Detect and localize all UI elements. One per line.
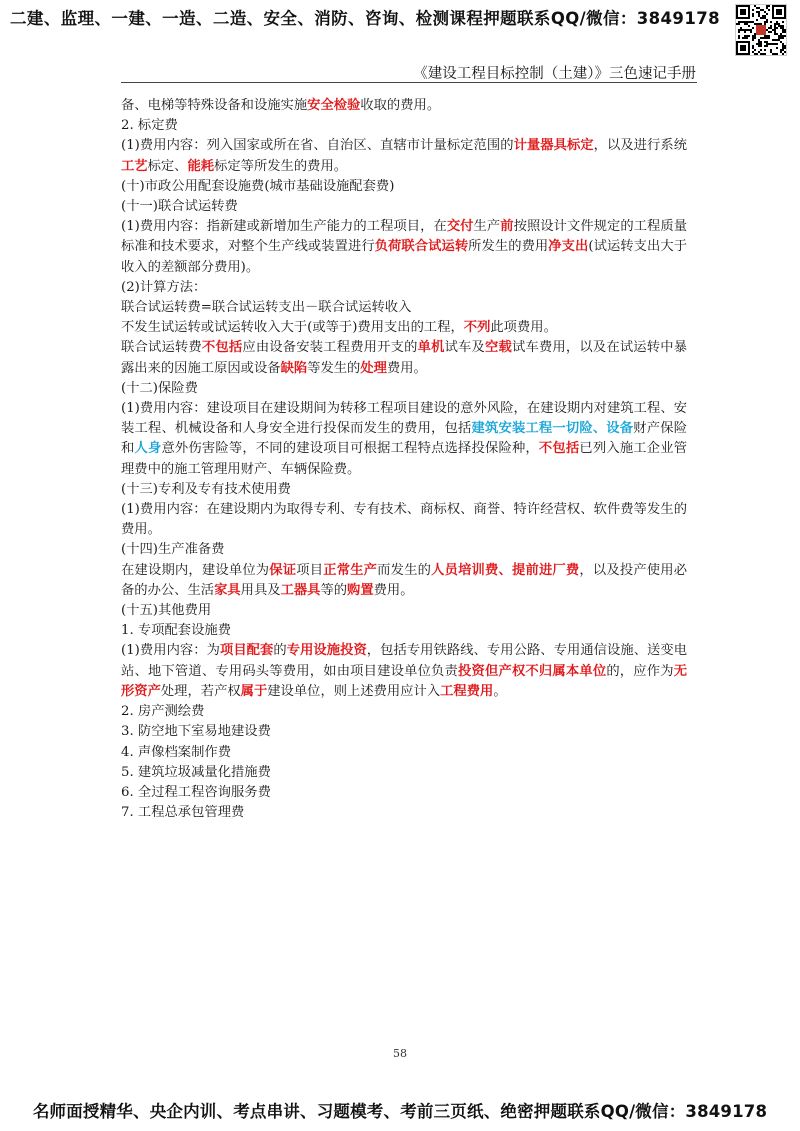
highlight-text: 投资但产权不归属本单位 [458, 663, 607, 679]
paragraph [121, 601, 687, 621]
paragraph [121, 480, 687, 500]
highlight-text: 不列 [463, 320, 491, 336]
paragraph [121, 783, 687, 803]
body-text: 的 [273, 643, 287, 659]
body-text: (1)费用内容：建设项目在建设期间为转移工程项目建设的意外风险，在建设期内对建筑工程、安装工程、机械设备和人身安全进行投保而发生的费用，包括 [121, 401, 687, 437]
body-text: 3. 防空地下室易地建设费 [121, 724, 271, 740]
body-text: 已列入施工企业管理费中的施工管理用财产、车辆保险费。 [121, 441, 688, 477]
paragraph [121, 722, 687, 742]
body-text: 所发生的费用 [468, 239, 549, 255]
body-text: (1)费用内容：为 [121, 643, 220, 659]
highlight-text: 负荷联合试运转 [374, 239, 469, 255]
document-title: 《建设工程目标控制（土建）》三色速记手册 [413, 66, 696, 82]
body-text: 联合试运转费 [121, 340, 202, 356]
body-text: ，以及进行系统 [593, 138, 688, 154]
highlight-text: 项目配套 [219, 643, 274, 659]
body-text: 意外伤害险等，不同的建设项目可根据工程特点选择投保险种， [161, 441, 539, 457]
header-divider [121, 82, 697, 83]
body-text: 4. 声像档案制作费 [121, 744, 231, 760]
highlight-text: 工器具 [280, 582, 321, 598]
highlight-text: 安全检验 [307, 98, 361, 113]
qr-code-icon [735, 4, 787, 56]
body-text: 6. 全过程工程咨询服务费 [121, 784, 271, 800]
body-text: 等发生的 [307, 360, 361, 376]
body-text: 而发生的 [377, 562, 432, 578]
paragraph [121, 379, 687, 399]
body-text: 费用。 [373, 582, 414, 598]
highlight-text: 正常生产 [323, 562, 378, 578]
body-text: 联合试运转费=联合试运转支出－联合试运转收入 [121, 300, 412, 316]
top-banner: 二建、监理、一建、一造、二造、安全、消防、咨询、检测课程押题联系QQ/微信：3849178 [10, 9, 720, 28]
highlight-text: 建筑安装工程一切险、设备 [471, 421, 634, 437]
highlight-text: 工艺 [121, 158, 148, 174]
bottom-banner: 名师面授精华、央企内训、考点串讲、习题模考、考前三页纸、绝密押题联系QQ/微信：3849178 [32, 1102, 768, 1121]
body-text: 处理，若产权 [160, 683, 241, 699]
body-text: 应由设备安装工程费用开支的 [242, 340, 418, 356]
paragraph [121, 803, 687, 823]
paragraph [121, 116, 687, 136]
body-text: (1)费用内容：在建设期内为取得专利、专有技术、商标权、商誉、特许经营权、软件费等发生的费用。 [121, 502, 687, 538]
paragraph [121, 540, 687, 560]
body-text: ，以及投产使用必备的办公、生活 [121, 562, 688, 598]
paragraph [121, 177, 687, 197]
highlight-text: 属于 [240, 683, 268, 699]
body-text: 5. 建筑垃圾减量化措施费 [121, 764, 271, 780]
body-text: 的，应作为 [606, 663, 674, 679]
highlight-text: 前 [500, 219, 514, 235]
body-text: 收取的费用。 [360, 98, 441, 113]
paragraph [121, 743, 687, 763]
body-text: (十五)其他费用 [121, 603, 212, 619]
body-text: 不发生试运转或试运转收入大于(或等于)费用支出的工程， [121, 320, 464, 336]
body-text: 。 [493, 683, 507, 699]
paragraph [121, 561, 687, 601]
body-text: 用具及 [240, 582, 281, 598]
paragraph [121, 621, 687, 641]
body-text: ，包括专用铁路线、专用公路、专用通信设施、送变电站、地下管道、专用码头等费用，如由项目建设单位负责 [121, 643, 688, 679]
body-text: (十一)联合试运转费 [121, 199, 238, 215]
highlight-text: 不包括 [538, 441, 580, 457]
highlight-text: 交付 [446, 219, 474, 235]
body-text: 备、电梯等特殊设备和设施实施 [121, 98, 308, 113]
body-text: 标定等所发生的费用。 [214, 158, 348, 174]
body-text: (1)费用内容：指新建或新增加生产能力的工程项目，在 [121, 219, 447, 235]
paragraph [121, 136, 687, 176]
highlight-text: 工程费用 [440, 683, 494, 699]
paragraph [121, 702, 687, 722]
highlight-text: 专用设施投资 [286, 643, 367, 659]
highlight-text: 购置 [347, 582, 374, 598]
highlight-text: 计量器具标定 [513, 138, 594, 154]
body-text: 在建设期内，建设单位为 [121, 562, 270, 578]
paragraph [121, 399, 687, 480]
paragraph [121, 217, 687, 278]
highlight-text: 人身 [134, 441, 162, 457]
body-text: 2. 房产测绘费 [121, 704, 205, 720]
paragraph [121, 318, 687, 338]
paragraph [121, 197, 687, 217]
body-text: 此项费用。 [490, 320, 557, 336]
body-text: 等的 [320, 582, 348, 598]
document-body [121, 96, 687, 823]
body-text: 7. 工程总承包管理费 [121, 805, 245, 821]
highlight-text: 保证 [269, 562, 297, 578]
body-text: (2)计算方法： [121, 279, 207, 295]
page-number: 58 [393, 1047, 407, 1060]
highlight-text: 无形资产 [121, 663, 688, 699]
body-text: 标定、 [147, 158, 188, 174]
highlight-text: 空载 [485, 340, 512, 356]
paragraph [121, 500, 687, 540]
body-text: 费用。 [386, 360, 427, 376]
body-text: (十)市政公用配套设施费(城市基础设施配套费) [121, 178, 395, 194]
body-text: (十三)专利及专有技术使用费 [121, 481, 291, 497]
body-text: (十二)保险费 [121, 380, 198, 396]
paragraph [121, 763, 687, 783]
highlight-text: 人员培训费、提前进厂费 [431, 562, 580, 578]
body-text: 建设单位，则上述费用应计入 [267, 683, 441, 699]
highlight-text: 单机 [417, 340, 445, 356]
highlight-text: 处理 [360, 360, 387, 376]
paragraph [121, 338, 687, 378]
highlight-text: 净支出 [548, 239, 589, 255]
highlight-text: 不包括 [201, 340, 243, 356]
paragraph [121, 96, 687, 116]
body-text: 2. 标定费 [121, 118, 178, 134]
body-text: (1)费用内容：列入国家或所在省、自治区、直辖市计量标定范围的 [121, 138, 514, 154]
body-text: (试运转支出大于收入的差额部分费用)。 [121, 239, 688, 275]
highlight-text: 家具 [214, 582, 241, 598]
body-text: 财产保险和 [121, 421, 688, 457]
paragraph [121, 641, 687, 702]
body-text: (十四)生产准备费 [121, 542, 225, 558]
body-text: 试车费用，以及在试运转中暴露出来的因施工原因或设备 [121, 340, 688, 376]
highlight-text: 缺陷 [280, 360, 308, 376]
paragraph [121, 298, 687, 318]
body-text: 1. 专项配套设施费 [121, 623, 231, 639]
body-text: 按照设计文件规定的工程质量标准和技术要求，对整个生产线或装置进行 [121, 219, 688, 255]
paragraph [121, 278, 687, 298]
body-text: 试车及 [444, 340, 486, 356]
body-text: 项目 [296, 562, 324, 578]
body-text: 生产 [473, 219, 501, 235]
highlight-text: 能耗 [187, 158, 215, 174]
